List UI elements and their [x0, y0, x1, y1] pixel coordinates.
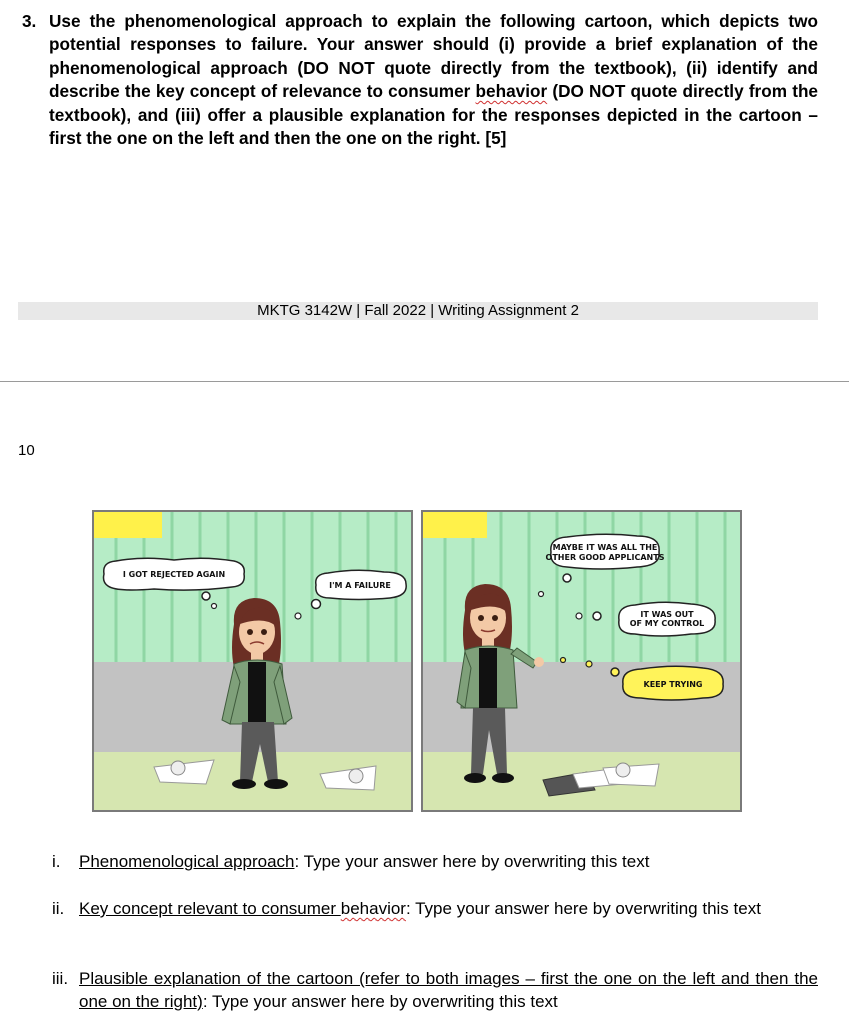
answer-label: i.: [52, 852, 61, 871]
answer-field[interactable]: Type your answer here by overwriting this text: [415, 899, 761, 918]
page-number: 10: [18, 442, 35, 459]
answer-field[interactable]: Type your answer here by overwriting this text: [211, 992, 558, 1011]
cartoon-left-scene: [94, 512, 413, 812]
answer-ii: ii. Key concept relevant to consumer behavior: Type your answer here by overwriting this text: [52, 899, 761, 918]
answer-heading: Phenomenological approach: [79, 852, 295, 871]
question-text: Use the phenomenological approach to explain the following cartoon, which depicts two potential responses to failure. Your answer should (i) provide a brief explanation of the phenomenological approach (DO NOT quote directly from the textbook), (ii) identify and describe the key concept of relevance to consumer behavior (DO NOT quote directly from the textbook), and (iii) offer a plausible explanation for the responses depicted in the cartoon – first the one on the left and then the one on the right. [5]: [49, 11, 818, 149]
answer-heading: Key concept relevant to consumer: [79, 899, 341, 918]
cartoon-panel-right: [421, 510, 742, 812]
bubble-text: OF MY CONTROL: [629, 619, 705, 628]
spellcheck-word: behavior: [340, 899, 406, 918]
page-footer: MKTG 3142W | Fall 2022 | Writing Assignment 2: [18, 302, 818, 320]
spellcheck-word: behavior: [475, 81, 548, 102]
page-break: [0, 381, 849, 382]
yellow-tab: [94, 512, 162, 538]
cartoon-panel-left: [92, 510, 413, 812]
answer-i: i. Phenomenological approach: Type your answer here by overwriting this text: [52, 852, 650, 871]
question-3: [22, 10, 818, 150]
bubble-text: KEEP TRYING: [643, 680, 703, 689]
yellow-tab: [423, 512, 487, 538]
answer-iii: iii. Plausible explanation of the cartoon (refer to both images – first the one on the left and then the one on the right): Type your answer here by overwriting this text: [52, 969, 818, 1011]
bubble-text: I GOT REJECTED AGAIN: [122, 570, 226, 579]
bubble-text: I'M A FAILURE: [329, 581, 391, 590]
cartoon-right-scene: [423, 512, 742, 812]
bubble-text: IT WAS OUT: [640, 610, 694, 619]
answer-label: ii.: [52, 899, 65, 918]
answer-heading: Plausible explanation of the cartoon (refer to both images – first the one on the left and then the one on the right): [79, 969, 818, 1011]
answer-field[interactable]: Type your answer here by overwriting this text: [303, 852, 650, 871]
question-number: 3.: [22, 11, 37, 31]
answer-label: iii.: [52, 969, 69, 988]
bubble-text: OTHER GOOD APPLICANTS: [545, 553, 665, 562]
bubble-text: MAYBE IT WAS ALL THE: [552, 543, 658, 552]
